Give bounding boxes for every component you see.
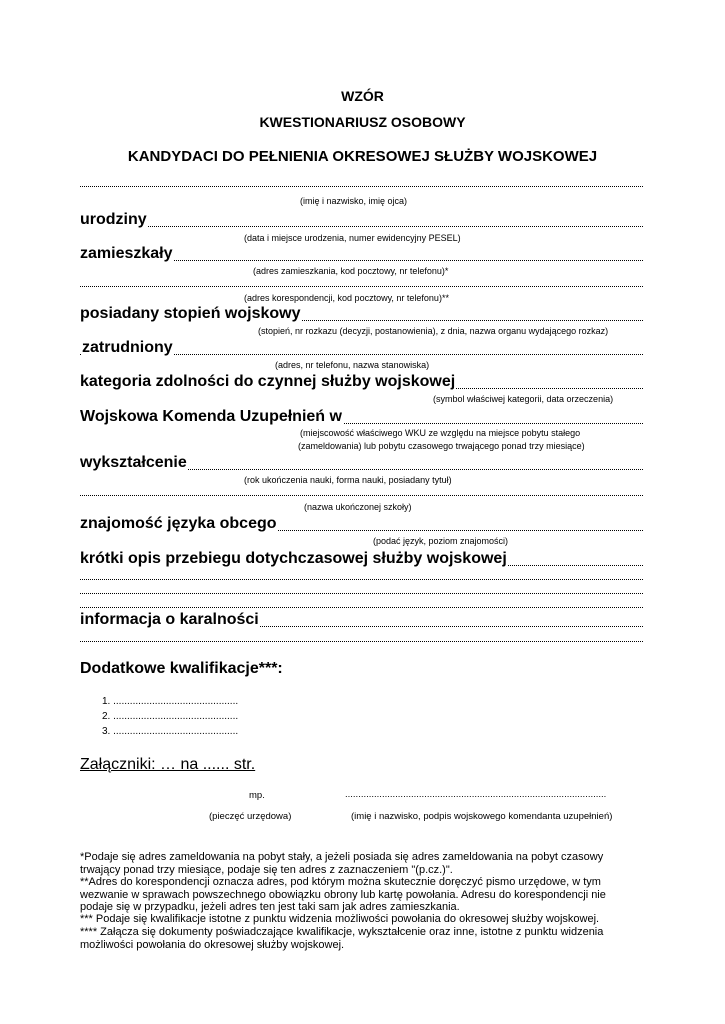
education-label: wykształcenie [80, 454, 187, 471]
service-line-2[interactable] [80, 579, 643, 580]
form-subtitle: KANDYDACI DO PEŁNIENIA OKRESOWEJ SŁUŻBY WOJSKOWEJ [127, 148, 598, 165]
service-line-4[interactable] [80, 607, 643, 608]
fitness-label: kategoria zdolności do czynnej służby wojskowej [80, 373, 456, 390]
form-title: KWESTIONARIUSZ OSOBOWY [259, 114, 466, 130]
qualification-item-1[interactable]: 1. ............................................. [102, 696, 239, 707]
footnote-3: *** Podaje się kwalifikacje istotne z punktu widzenia możliwości powołania do okresowej służby wojskowej. [80, 913, 600, 925]
birth-line[interactable] [80, 226, 643, 227]
mp-label: mp. [249, 790, 265, 801]
rank-hint: (stopień, nr rozkazu (decyzji, postanowienia), z dnia, nazwa organu wydającego rozkaz) [258, 326, 609, 336]
language-label: znajomość języka obcego [80, 515, 277, 532]
signature-line[interactable]: ................................................................................................... [345, 789, 607, 800]
footnote-1: *Podaje się adres zameldowania na pobyt stały, a jeżeli posiada się adres zameldowania na pobyt czasowy trwający ponad trzy miesiące, podaje się ten adres z zaznaczeniem "(p.cz.)". [80, 851, 604, 876]
qualification-item-2[interactable]: 2. ............................................. [102, 711, 239, 722]
criminal-line-2[interactable] [80, 641, 643, 642]
attachments-label: Załączniki: … na ...... str. [80, 756, 256, 773]
name-line[interactable] [80, 186, 643, 187]
residence-label: zamieszkały [80, 245, 173, 262]
residence-hint: (adres zamieszkania, kod pocztowy, nr telefonu)* [253, 266, 449, 276]
criminal-label: informacja o karalności [80, 611, 259, 628]
employment-label: zatrudniony [82, 339, 173, 356]
employment-hint: (adres, nr telefonu, nazwa stanowiska) [275, 360, 430, 370]
wku-label: Wojskowa Komenda Uzupełnień w [80, 408, 342, 425]
correspondence-line[interactable] [80, 286, 643, 287]
qualifications-title: Dodatkowe kwalifikacje***: [80, 660, 283, 677]
education-hint: (rok ukończenia nauki, forma nauki, posiadany tytuł) [244, 475, 452, 485]
footnote-4: **** Załącza się dokumenty poświadczające kwalifikacje, wykształcenie oraz inne, istotne z punktu widzenia możliwości powołania do okresowej służby wojskowej. [80, 926, 604, 951]
rank-label: posiadany stopień wojskowy [80, 305, 301, 322]
stamp-hint: (pieczęć urzędowa) [209, 811, 292, 822]
language-hint: (podać język, poziom znajomości) [373, 536, 509, 546]
form-label-wzor: WZÓR [341, 88, 384, 104]
birth-hint: (data i miejsce urodzenia, numer ewidencyjny PESEL) [244, 233, 461, 243]
service-line-3[interactable] [80, 593, 643, 594]
fitness-hint: (symbol właściwej kategorii, data orzeczenia) [433, 394, 614, 404]
wku-hint-1: (miejscowość właściwego WKU ze względu na miejsce pobytu stałego [300, 428, 581, 438]
school-hint: (nazwa ukończonej szkoły) [304, 502, 412, 512]
signature-hint: (imię i nazwisko, podpis wojskowego komendanta uzupełnień) [351, 811, 613, 822]
service-label: krótki opis przebiegu dotychczasowej służby wojskowej [80, 550, 507, 567]
correspondence-hint: (adres korespondencji, kod pocztowy, nr telefonu)** [244, 293, 449, 303]
wku-hint-2: (zameldowania) lub pobytu czasowego trwającego ponad trzy miesiące) [298, 441, 585, 451]
school-line[interactable] [80, 495, 643, 496]
birth-label: urodziny [80, 211, 147, 228]
footnote-2: **Adres do korespondencji oznacza adres, pod którym można skutecznie doręczyć pismo urzędowe, w tym wezwanie w sprawach powszechnego obowiązku obrony lub kartę powołania. Adresu do korespondencji nie podaje się w przypadku, jeżeli adres ten jest taki sam jak adres zamieszkania. [80, 876, 606, 913]
qualification-item-3[interactable]: 3. ............................................. [102, 726, 239, 737]
name-hint: (imię i nazwisko, imię ojca) [300, 196, 408, 206]
